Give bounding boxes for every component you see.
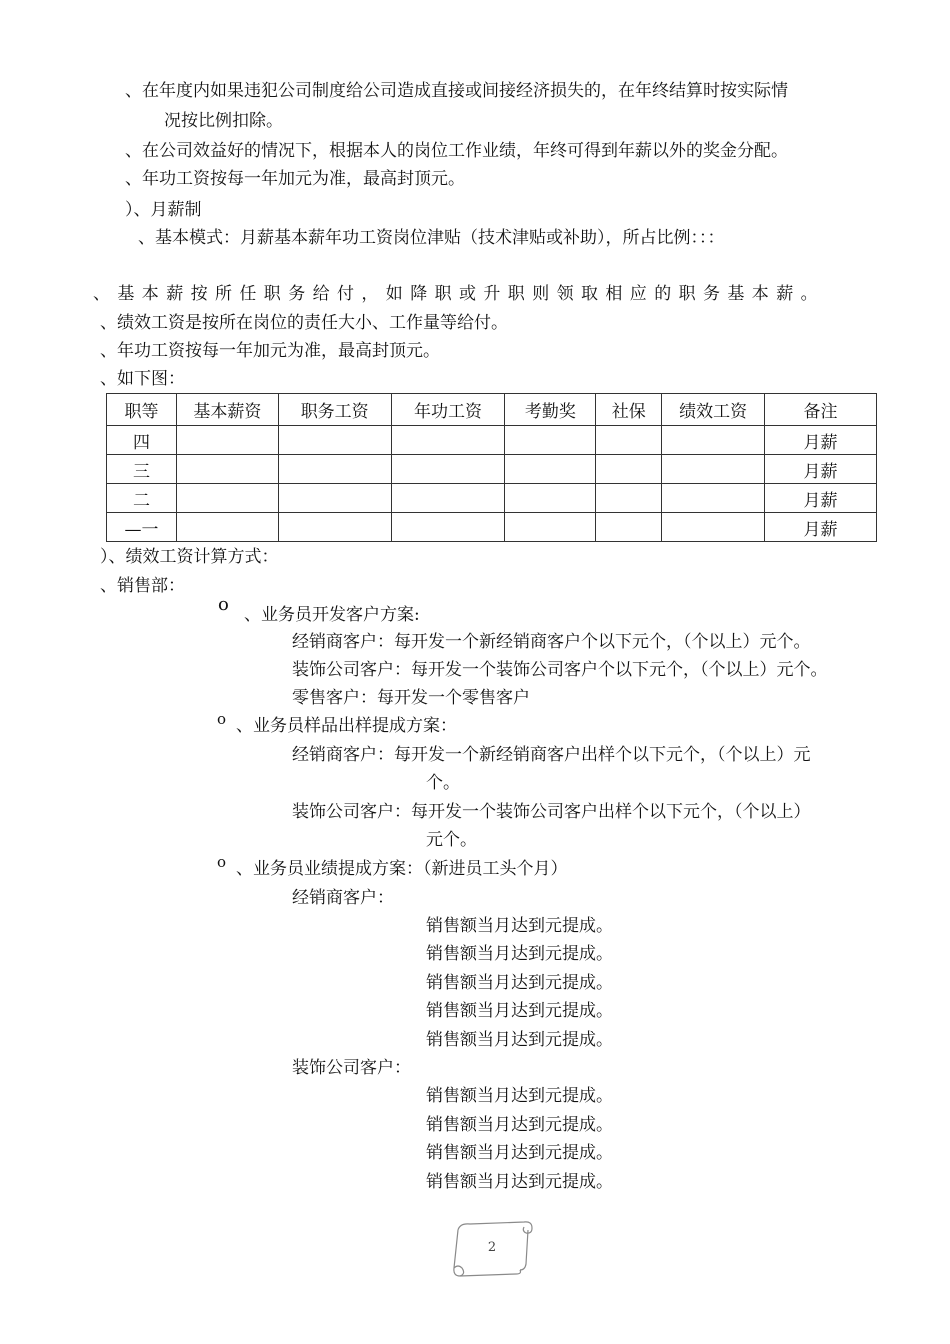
note-cell: 月薪 bbox=[765, 455, 877, 484]
text-line: 经销商客户：每开发一个新经销商客户出样个以下元个，（个以上）元 bbox=[292, 745, 811, 765]
list-item: 销售额当月达到元提成。 bbox=[426, 1030, 613, 1050]
text-line: 装饰公司客户： bbox=[292, 1058, 411, 1078]
text-line: 、年功工资按每一年加元为准，最高封顶元。 bbox=[100, 341, 440, 361]
text-line: 、绩效工资是按所在岗位的责任大小、工作量等给付。 bbox=[100, 313, 508, 333]
table-cell bbox=[176, 513, 278, 542]
table-cell bbox=[505, 484, 596, 513]
table-cell bbox=[596, 455, 662, 484]
table-cell bbox=[278, 513, 391, 542]
table-row bbox=[107, 513, 877, 542]
list-item: 销售额当月达到元提成。 bbox=[426, 916, 613, 936]
page-number: 2 bbox=[487, 1240, 497, 1255]
subsection-heading: 、业务员样品出样提成方案： bbox=[236, 716, 457, 736]
text-line: 、在公司效益好的情况下，根据本人的岗位工作业绩，年终可得到年薪以外的奖金分配。 bbox=[125, 141, 788, 161]
salary-table bbox=[106, 393, 877, 542]
grade-cell: 四 bbox=[107, 426, 177, 455]
subsection-heading: 、业务员开发客户方案: bbox=[244, 605, 420, 625]
bullet-marker: o bbox=[218, 594, 229, 615]
table-header-cell: 备注 bbox=[765, 394, 877, 426]
text-line: 、基本模式：月薪基本薪年功工资岗位津贴（技术津贴或补助），所占比例：：： bbox=[138, 228, 725, 248]
note-cell: 月薪 bbox=[765, 484, 877, 513]
table-cell bbox=[176, 426, 278, 455]
text-line: 装饰公司客户：每开发一个装饰公司客户个以下元个，（个以上）元个。 bbox=[292, 660, 828, 680]
table-header-cell: 基本薪资 bbox=[176, 394, 278, 426]
table-row bbox=[107, 484, 877, 513]
table-cell bbox=[662, 455, 765, 484]
text-line: 、年功工资按每一年加元为准，最高封顶元。 bbox=[125, 169, 465, 189]
table-header-cell: 职等 bbox=[107, 394, 177, 426]
table-header-cell: 绩效工资 bbox=[662, 394, 765, 426]
table-cell bbox=[391, 513, 505, 542]
bullet-marker: o bbox=[217, 853, 227, 871]
text-line: 、在年度内如果违犯公司制度给公司造成直接或间接经济损失的，在年终结算时按实际情 bbox=[125, 81, 788, 101]
list-item: 销售额当月达到元提成。 bbox=[426, 1172, 613, 1192]
grade-cell: —一 bbox=[107, 513, 177, 542]
note-cell: 月薪 bbox=[765, 426, 877, 455]
section-heading: ）、月薪制 bbox=[125, 200, 202, 220]
grade-cell: 二 bbox=[107, 484, 177, 513]
text-line: 元个。 bbox=[426, 830, 477, 850]
list-item: 销售额当月达到元提成。 bbox=[426, 973, 613, 993]
table-cell bbox=[278, 426, 391, 455]
table-cell bbox=[391, 484, 505, 513]
text-line: 况按比例扣除。 bbox=[164, 111, 283, 131]
table-cell bbox=[278, 455, 391, 484]
table-header-row bbox=[107, 394, 877, 426]
table-row bbox=[107, 455, 877, 484]
note-cell: 月薪 bbox=[765, 513, 877, 542]
text-line: 经销商客户：每开发一个新经销商客户个以下元个，（个以上）元个。 bbox=[292, 632, 811, 652]
table-cell bbox=[596, 513, 662, 542]
text-line: 装饰公司客户：每开发一个装饰公司客户出样个以下元个，（个以上） bbox=[292, 802, 811, 822]
text-line: 、如下图： bbox=[100, 369, 185, 389]
page-footer bbox=[446, 1218, 538, 1280]
grade-cell: 三 bbox=[107, 455, 177, 484]
list-item: 销售额当月达到元提成。 bbox=[426, 1001, 613, 1021]
table-header-cell: 年功工资 bbox=[391, 394, 505, 426]
list-item: 销售额当月达到元提成。 bbox=[426, 1086, 613, 1106]
table-cell bbox=[176, 455, 278, 484]
table-cell bbox=[505, 455, 596, 484]
table-header-cell: 考勤奖 bbox=[505, 394, 596, 426]
table-cell bbox=[662, 484, 765, 513]
table-cell bbox=[391, 455, 505, 484]
list-item: 销售额当月达到元提成。 bbox=[426, 1143, 613, 1163]
list-item: 销售额当月达到元提成。 bbox=[426, 1115, 613, 1135]
table-cell bbox=[176, 484, 278, 513]
table-cell bbox=[662, 513, 765, 542]
table-header-cell: 社保 bbox=[596, 394, 662, 426]
table-cell bbox=[391, 426, 505, 455]
table-row bbox=[107, 426, 877, 455]
table-cell bbox=[505, 426, 596, 455]
table-cell bbox=[278, 484, 391, 513]
text-line: 、基本薪按所任职务给付，如降职或升职则领取相应的职务基本薪。 bbox=[93, 284, 825, 304]
table-cell bbox=[662, 426, 765, 455]
table-cell bbox=[596, 426, 662, 455]
table-cell bbox=[596, 484, 662, 513]
section-heading: ）、绩效工资计算方式： bbox=[100, 547, 279, 567]
table-header-cell: 职务工资 bbox=[278, 394, 391, 426]
bullet-marker: o bbox=[217, 710, 227, 728]
text-line: 经销商客户： bbox=[292, 888, 394, 908]
list-item: 销售额当月达到元提成。 bbox=[426, 944, 613, 964]
text-line: 零售客户：每开发一个零售客户 bbox=[292, 688, 530, 708]
table-cell bbox=[505, 513, 596, 542]
text-line: 个。 bbox=[426, 773, 460, 793]
subsection-heading: 、业务员业绩提成方案：（新进员工头个月） bbox=[236, 859, 568, 879]
text-line: 、销售部： bbox=[100, 576, 185, 596]
